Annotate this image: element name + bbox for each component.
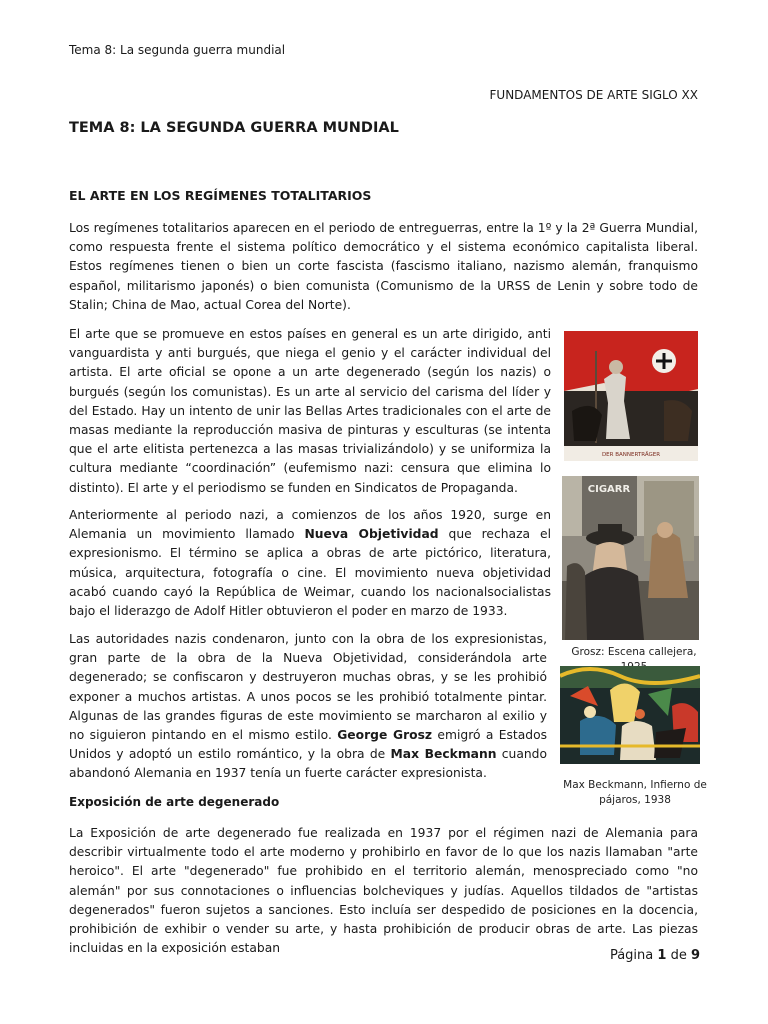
current-page: 1 [657, 948, 667, 963]
total-pages: 9 [690, 948, 700, 963]
text-run: Las autoridades nazis condenaron, junto con la obra de los expresionistas, gran parte de la obra de la Nueva Objetividad, considerándola arte degenerado; se confiscaron y destruyeron muchas obras, y se les prohibió exponer a muchos artistas. A unos pocos se les prohibió totalmente pintar. Algunas de las grandes figuras de este movimiento se marcharon al exilio y no siguieron pintando en el mismo estilo. [69, 632, 547, 743]
text-run: que rechaza el expresionismo. El término se aplica a obras de arte pictórico, literatura, música, arquitectura, fotografía o cine. El movimiento nueva objetividad acabó cuando cayó la República de Weimar, cuando los nacionalsocialistas bajo el liderazgo de Adolf Hitler obtuvieron el poder en marzo de 1933. [69, 527, 551, 619]
course-header: FUNDAMENTOS DE ARTE SIGLO XX [489, 88, 698, 102]
text-run: Anteriormente al periodo nazi, a comienzos de los años 1920, surge en Alemania un movimiento llamado [69, 508, 551, 542]
painting-inscription: DER BANNERTRÄGER [601, 452, 661, 458]
running-header: Tema 8: La segunda guerra mundial [69, 43, 286, 57]
subheading-degenerate-art: Exposición de arte degenerado [69, 795, 280, 809]
paragraph-official-art: El arte que se promueve en estos países en general es un arte dirigido, anti vanguardista y anti burgués, que niega el genio y el carácter individual del artista. El arte oficial se opone a un arte degenerado (según los nazis) o burgués (según los comunistas). Es un arte al servicio del carisma del líder y del Estado. Hay un intento de unir las Bellas Artes tradicionales con el arte de masas mediante la reproducción masiva de pinturas y esculturas (se intenta que el arte elitista pertenezca a las masas trivializándolo) y se uniformiza la cultura mediante “coordinación” (eufemismo nazi: censura que elimina lo distinto). El arte y el periodismo se funden en Sindicatos de Propaganda. [69, 327, 551, 495]
page-number [610, 948, 700, 963]
section-heading: EL ARTE EN LOS REGÍMENES TOTALITARIOS [69, 188, 372, 203]
painting-beckmann-image [560, 666, 700, 764]
paragraph-intro: Los regímenes totalitarios aparecen en el periodo de entreguerras, entre la 1º y la 2ª Guerra Mundial, como respuesta frente el sistema político democrático y el sistema económico capitalista liberal. Estos regímenes tienen o bien un corte fascista (fascismo italiano, nazismo alemán, franquismo español, militarismo japonés) o bien comunista (Comunismo de la URSS de Lenin y sobre todo de Stalin; China de Mao, actual Corea del Norte). [69, 221, 698, 312]
painting-grosz-image [562, 476, 699, 640]
page-separator: de [666, 948, 691, 963]
painting-der-bannertrager-image [564, 331, 698, 461]
caption-beckmann: Max Beckmann, Infierno de pájaros, 1938 [563, 779, 707, 806]
paragraph-nazi-condemnation [69, 630, 547, 784]
painting-grosz-street-scene [562, 476, 699, 640]
text-run: emigró a Estados Unidos y adoptó un estilo romántico, y la obra de [69, 728, 547, 762]
text-run: cuando abandonó Alemania en 1937 tenía un fuerte carácter expresionista. [69, 747, 547, 781]
name-max-beckmann: Max Beckmann [390, 747, 497, 762]
painting-der-bannertrager [564, 331, 698, 461]
page-prefix: Página [609, 948, 658, 963]
page-title: TEMA 8: LA SEGUNDA GUERRA MUNDIAL [69, 120, 399, 136]
shop-sign: CIGARR [587, 484, 631, 495]
caption-grosz: Grosz: Escena callejera, [571, 646, 697, 658]
painting-beckmann-hell-of-birds [560, 666, 700, 764]
term-nueva-objetividad: Nueva Objetividad [304, 527, 439, 542]
paragraph-new-objectivity [69, 506, 551, 621]
name-george-grosz: George Grosz [337, 728, 433, 743]
paragraph-exhibition: La Exposición de arte degenerado fue realizada en 1937 por el régimen nazi de Alemania para describir virtualmente todo el arte moderno y prohibirlo en favor de lo que los nazis llamaban "arte heroico". El arte "degenerado" fue prohibido en el territorio alemán, menospreciado como "no alemán" por sus connotaciones o influencias bolcheviques y judías. Aquellos tildados de "artistas degenerados" fueron sujetos a sanciones. Esto incluía ser despedido de posiciones en la docencia, prohibición de exhibir o vender su arte, y hasta prohibición de producir obras de arte. Las piezas incluidas en la exposición estaban [69, 826, 698, 956]
